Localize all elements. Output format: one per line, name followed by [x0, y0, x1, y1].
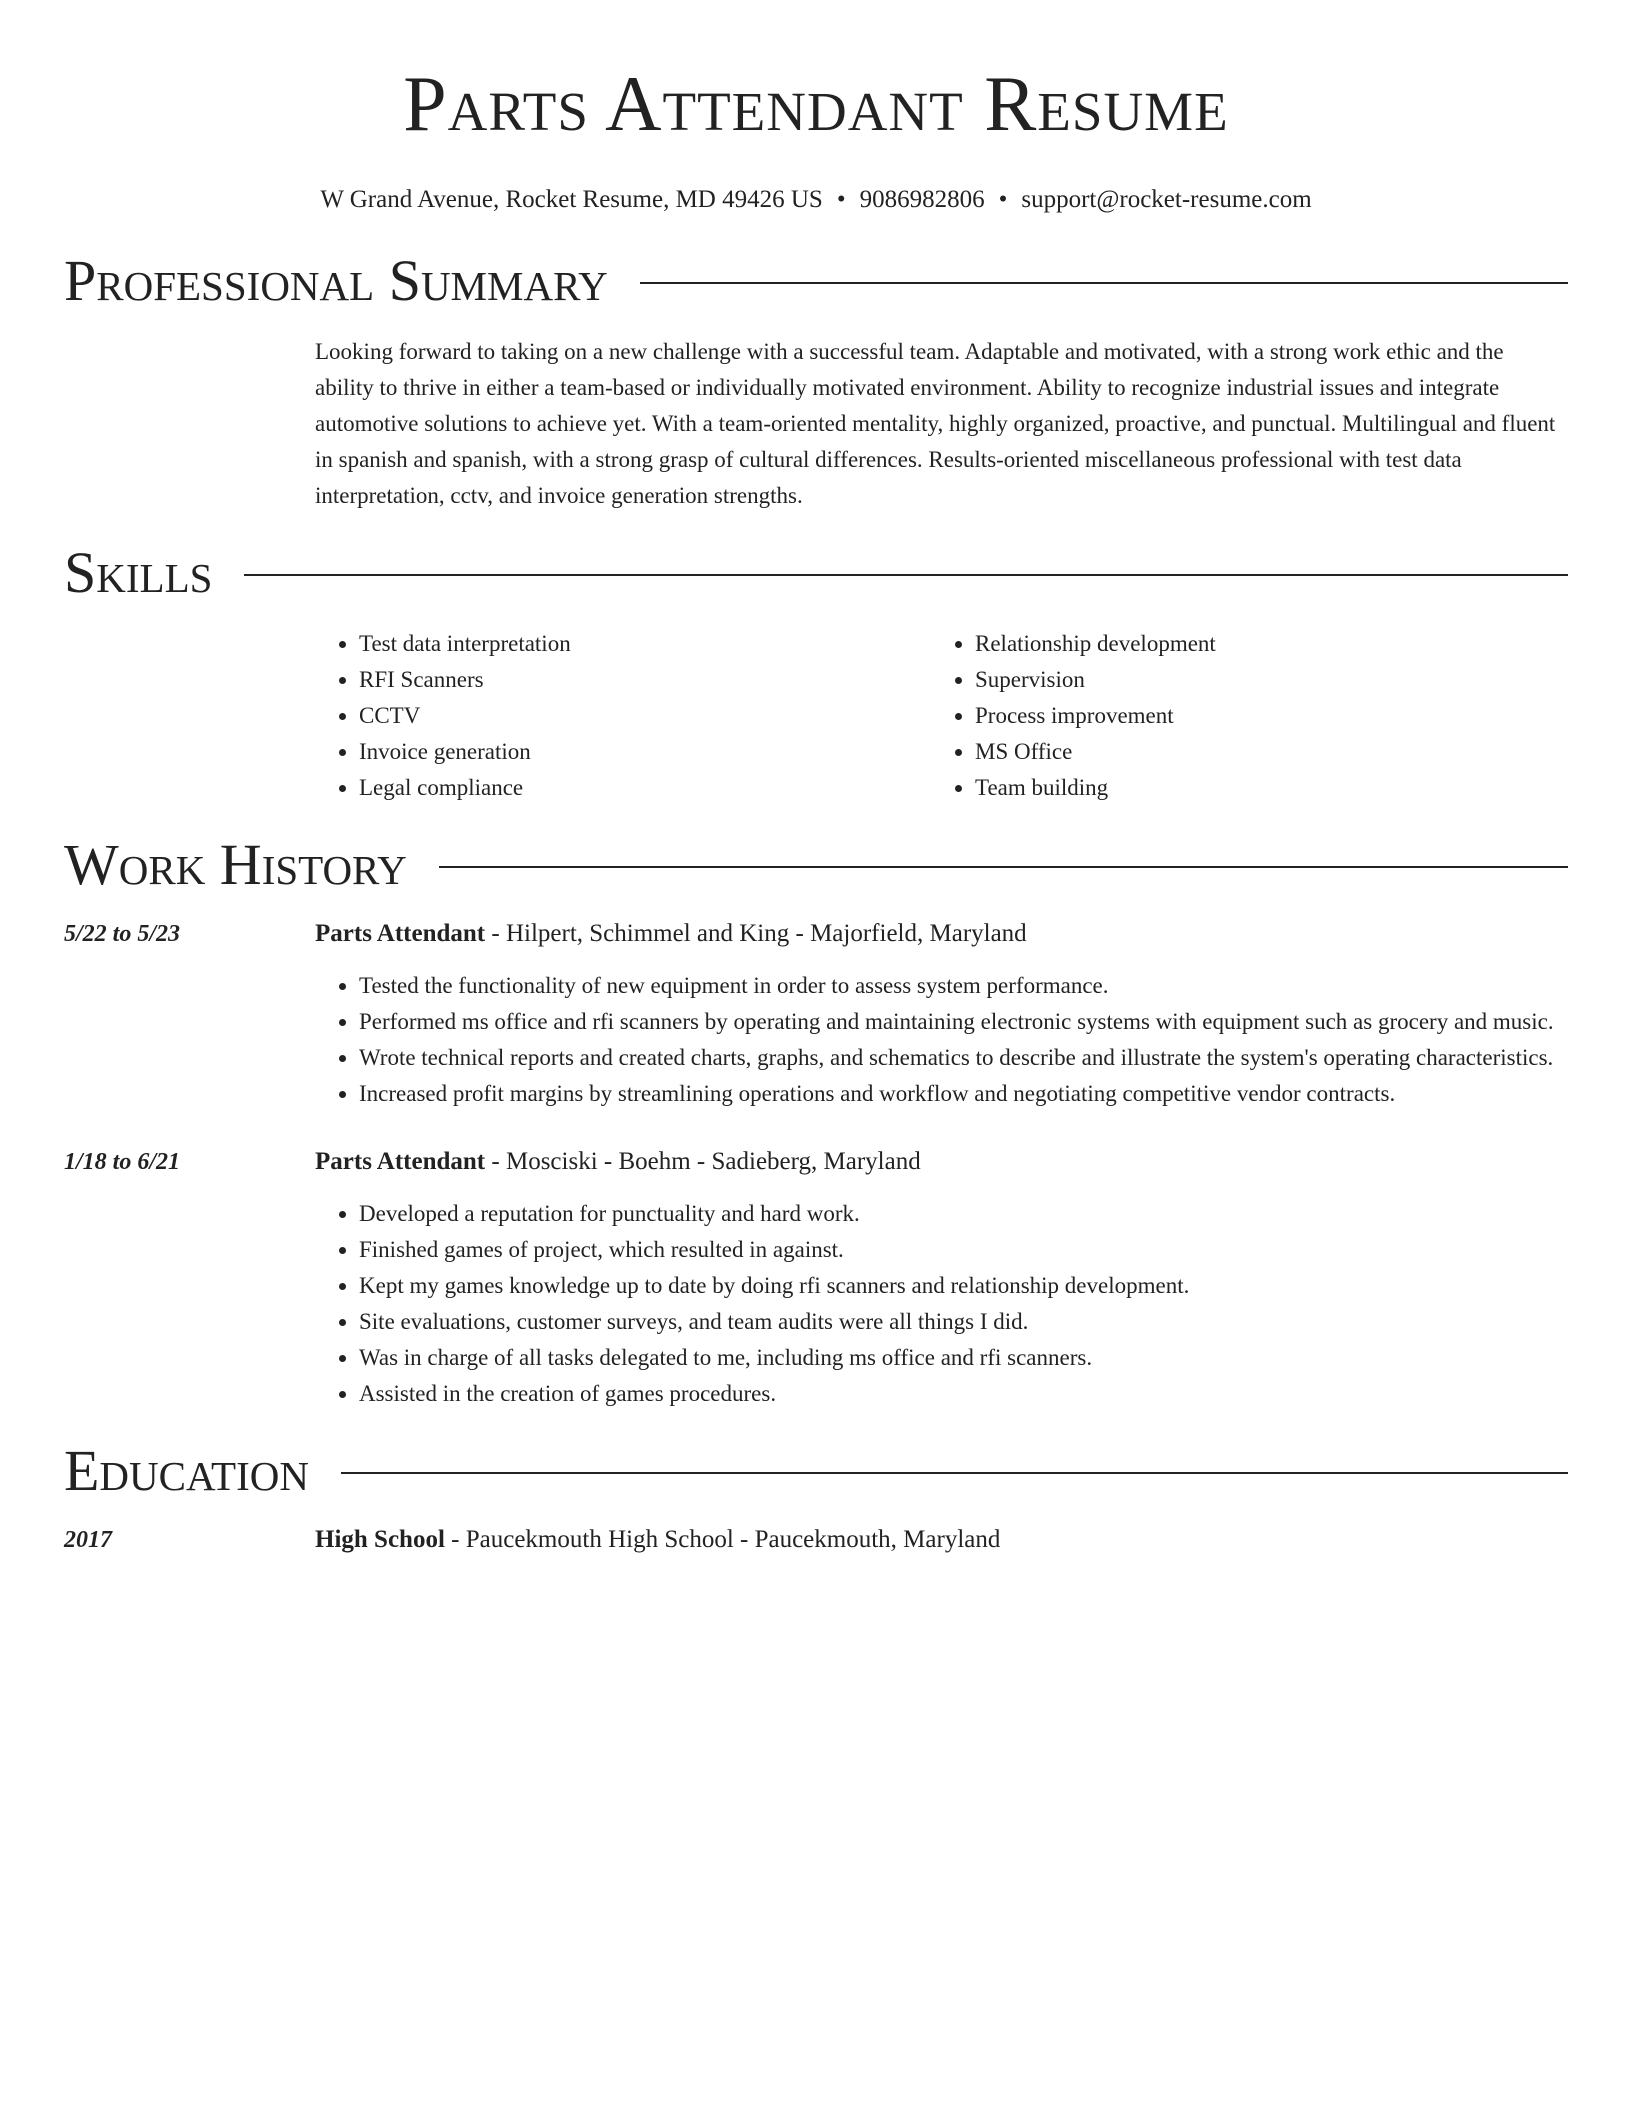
skill-item: • Team building — [975, 770, 1547, 806]
skill-item: • Relationship development — [975, 626, 1547, 662]
skill-item: • Process improvement — [975, 698, 1547, 734]
skill-item: • MS Office — [975, 734, 1547, 770]
skill-item: • Invoice generation — [359, 734, 931, 770]
skills-column-left — [315, 626, 931, 806]
job-bullet: • Tested the functionality of new equipment in order to assess system performance. — [359, 968, 1568, 1004]
job-dates: 5/22 to 5/23 — [64, 921, 181, 947]
skill-item: • CCTV — [359, 698, 931, 734]
job-bullet: • Finished games of project, which resulted in against. — [359, 1232, 1568, 1268]
contact-email: support@rocket-resume.com — [1021, 186, 1312, 213]
education-heading: Education — [64, 1438, 309, 1503]
skill-item: • Test data interpretation — [359, 626, 931, 662]
education-degree: High School — [315, 1526, 445, 1553]
contact-separator: • — [998, 186, 1008, 213]
skills-list — [315, 626, 1568, 806]
job-entry — [64, 916, 1568, 1112]
resume-title: Parts Attendant Resume — [403, 60, 1229, 147]
education-section-heading — [64, 1436, 1568, 1506]
resume-page — [64, 0, 1568, 1558]
work-section-heading — [64, 830, 1568, 900]
section-divider — [439, 866, 1568, 868]
education-body — [315, 1522, 1568, 1558]
skill-item: • Legal compliance — [359, 770, 931, 806]
summary-heading: Professional Summary — [64, 248, 608, 313]
job-bullet: • Increased profit margins by streamlining operations and workflow and negotiating competitive vendor contracts. — [359, 1076, 1568, 1112]
section-divider — [640, 282, 1568, 284]
section-divider — [341, 1472, 1568, 1474]
skills-heading: Skills — [64, 540, 213, 605]
contact-address: W Grand Avenue, Rocket Resume, MD 49426 US — [320, 186, 823, 213]
contact-line — [64, 184, 1568, 216]
job-employer: - Hilpert, Schimmel and King - Majorfield, Maryland — [485, 920, 1027, 947]
job-title: Parts Attendant — [315, 920, 486, 947]
skill-item: • Supervision — [975, 662, 1547, 698]
job-bullets — [315, 1196, 1568, 1412]
summary-section-heading — [64, 246, 1568, 316]
job-headline — [315, 916, 1568, 952]
job-body — [315, 916, 1568, 1112]
education-year: 2017 — [64, 1527, 112, 1553]
summary-text: Looking forward to taking on a new challenge with a successful team. Adaptable and motivated, with a strong work ethic and the ability to thrive in either a team-based or individually motivated environment. Ability to recognize industrial issues and integrate automotive solutions to achieve yet. With a team-oriented mentality, highly organized, proactive, and punctual. Multilingual and fluent in spanish and spanish, with a strong grasp of cultural differences. Results-oriented miscellaneous professional with test data interpretation, cctv, and invoice generation strengths. — [315, 339, 1556, 508]
job-headline — [315, 1144, 1568, 1180]
job-bullet: • Developed a reputation for punctuality and hard work. — [359, 1196, 1568, 1232]
job-bullet: • Site evaluations, customer surveys, and team audits were all things I did. — [359, 1304, 1568, 1340]
skills-section-heading — [64, 538, 1568, 608]
job-bullets — [315, 968, 1568, 1112]
contact-separator: • — [836, 186, 846, 213]
education-school: - Paucekmouth High School - Paucekmouth, Maryland — [444, 1526, 1001, 1553]
job-bullet: • Wrote technical reports and created charts, graphs, and schematics to describe and illustrate the system's operating characteristics. — [359, 1040, 1568, 1076]
education-headline — [315, 1522, 1568, 1558]
job-bullet: • Performed ms office and rfi scanners by operating and maintaining electronic systems with equipment such as grocery and music. — [359, 1004, 1568, 1040]
job-employer: - Mosciski - Boehm - Sadieberg, Maryland — [485, 1148, 921, 1175]
skills-column-right — [931, 626, 1547, 806]
section-divider — [244, 574, 1568, 576]
education-entry — [64, 1522, 1568, 1558]
contact-phone: 9086982806 — [859, 186, 985, 213]
job-bullet: • Assisted in the creation of games procedures. — [359, 1376, 1568, 1412]
work-heading: Work History — [64, 832, 407, 897]
skill-item: • RFI Scanners — [359, 662, 931, 698]
job-body — [315, 1144, 1568, 1412]
job-entry — [64, 1144, 1568, 1412]
job-bullet: • Was in charge of all tasks delegated to me, including ms office and rfi scanners. — [359, 1340, 1568, 1376]
job-bullet: • Kept my games knowledge up to date by doing rfi scanners and relationship development. — [359, 1268, 1568, 1304]
job-dates: 1/18 to 6/21 — [64, 1149, 181, 1175]
job-title: Parts Attendant — [315, 1148, 486, 1175]
